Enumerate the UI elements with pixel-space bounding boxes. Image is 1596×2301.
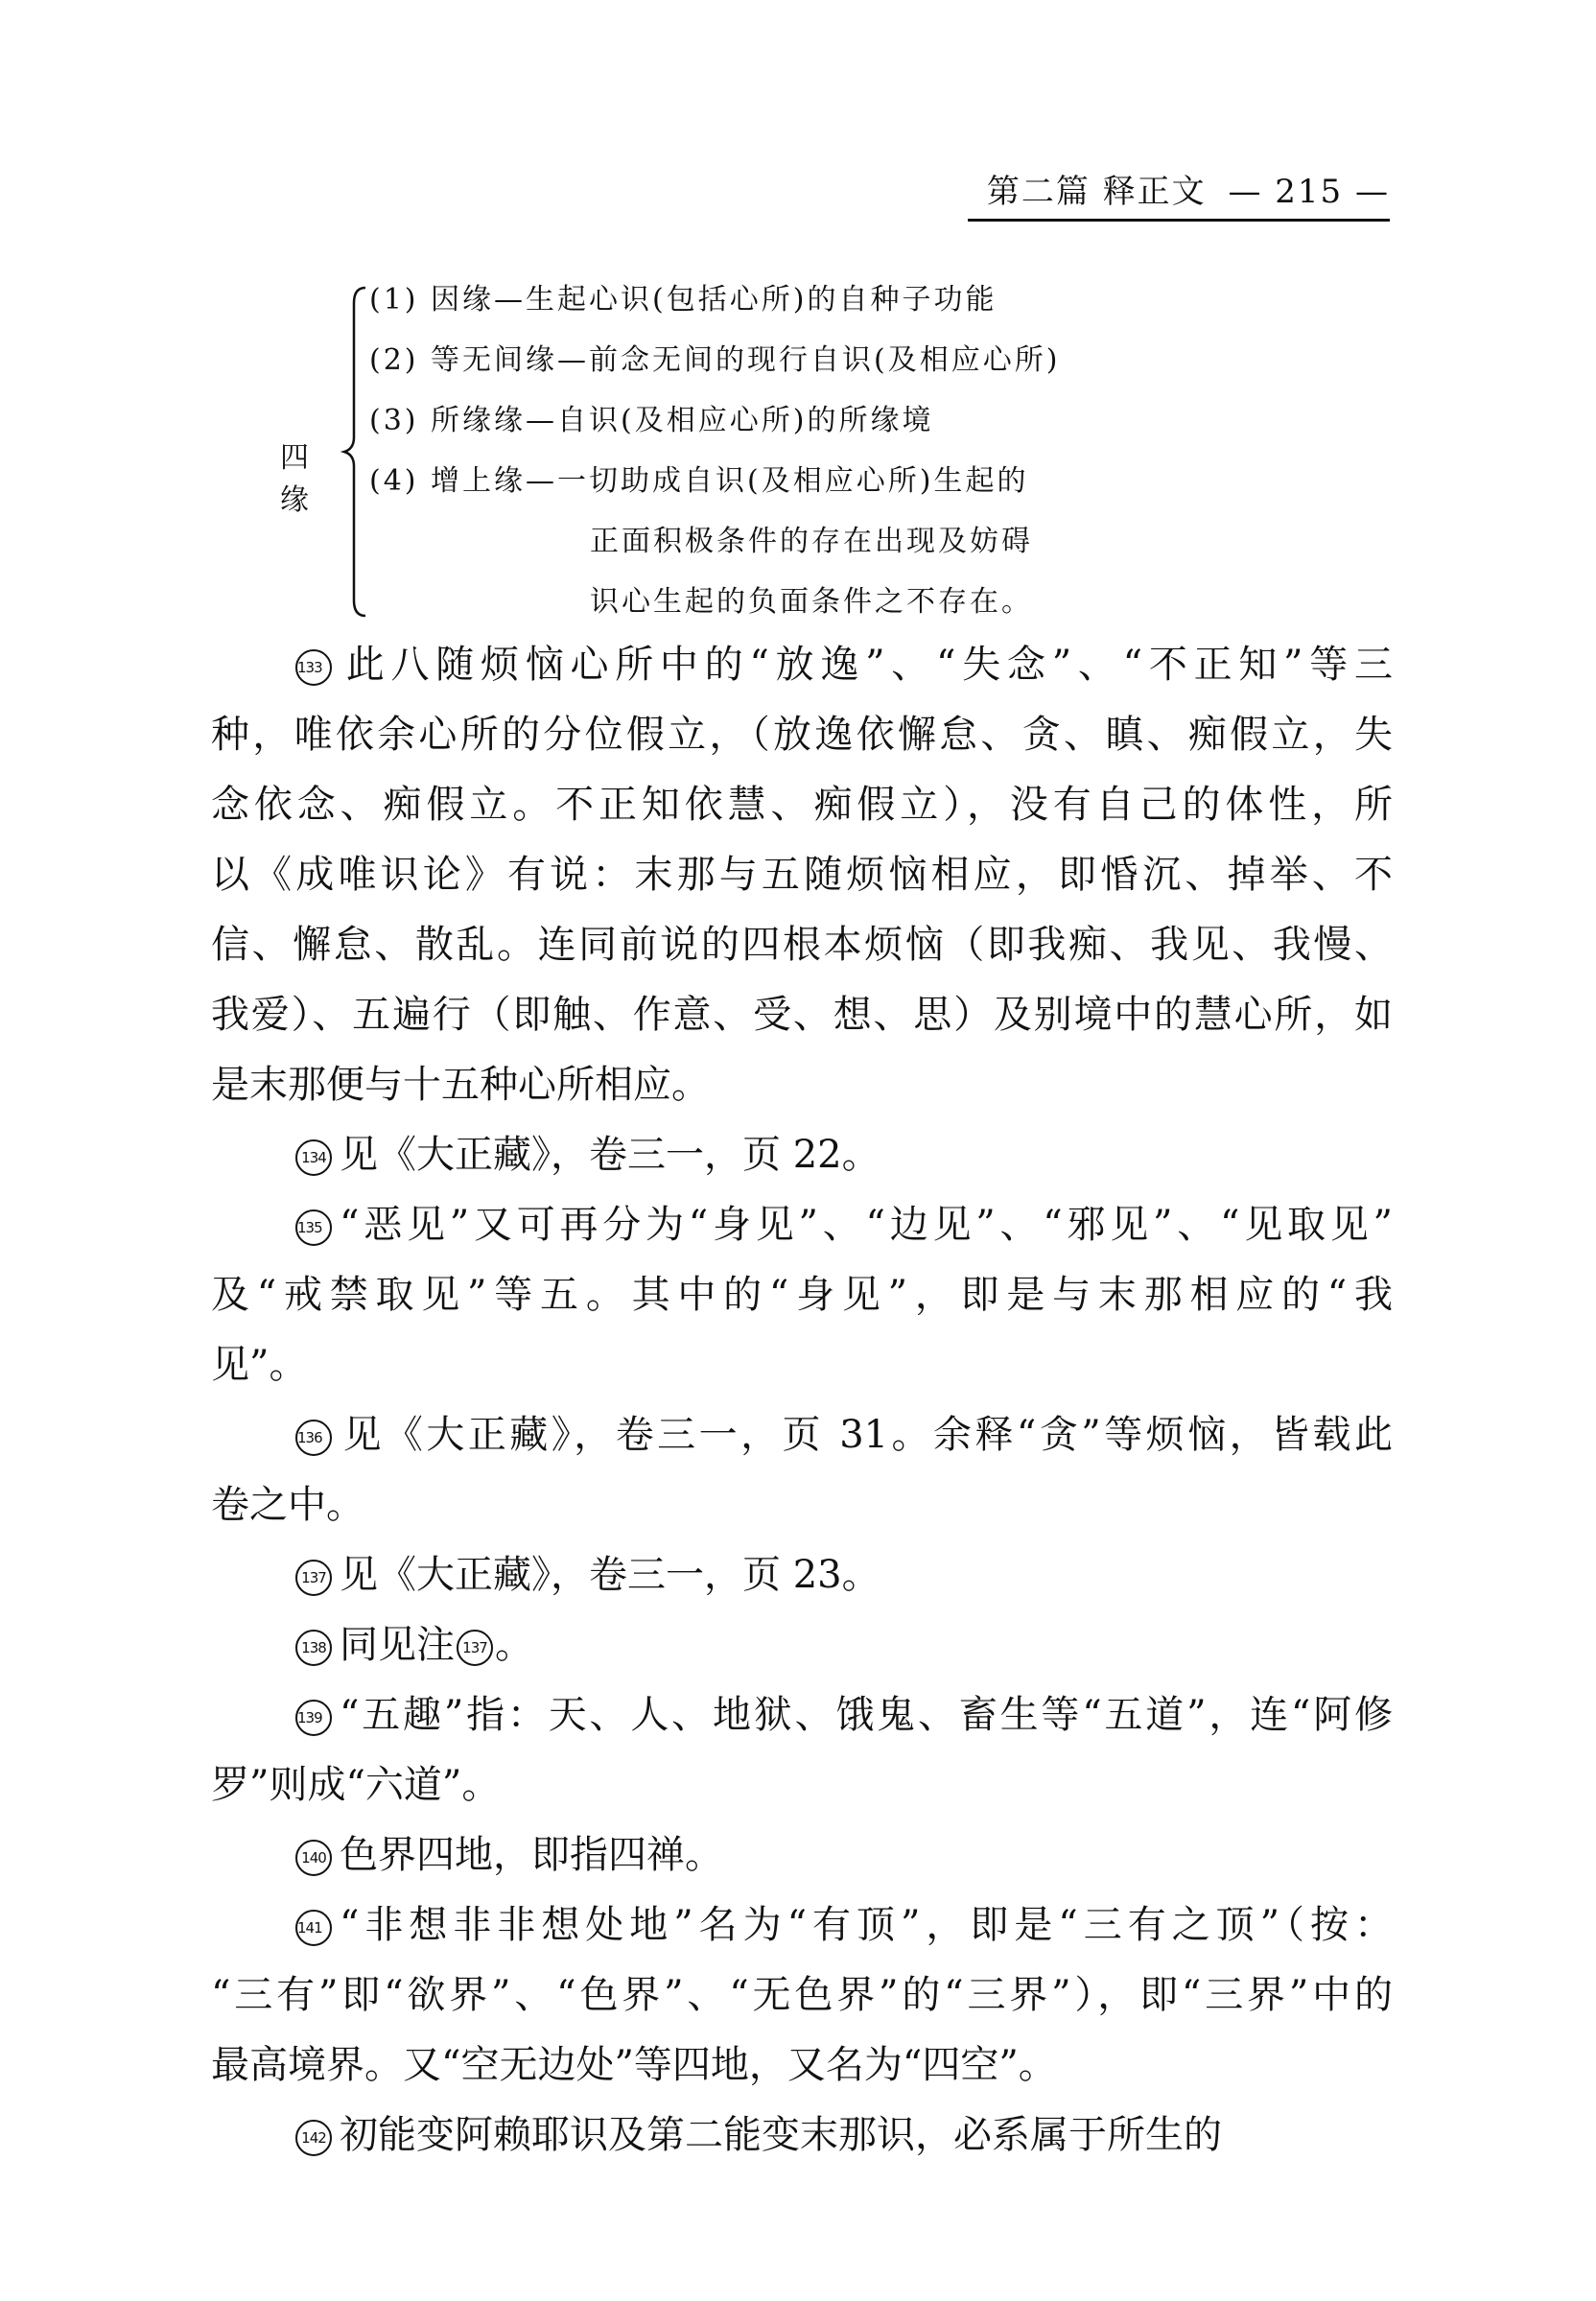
note-number: 137 [295, 1560, 332, 1596]
note-line [211, 840, 1393, 910]
note-text: 种，唯依余心所的分位假立，（放逸依懈怠、贪、瞋、痴假立，失 [211, 713, 1393, 757]
note-text: 色界四地，即指四禅。 [340, 1833, 723, 1877]
note-135 [211, 1190, 1393, 1400]
note-text: 此八随烦恼心所中的“放逸”、“失念”、“不正知”等三 [340, 643, 1393, 687]
note-line [211, 910, 1393, 980]
note-line [211, 1890, 1393, 1961]
note-number: 133 [295, 649, 332, 686]
note-134 [211, 1120, 1393, 1190]
section-title: 第二篇 释正文 [986, 173, 1207, 211]
note-text: 见《大正藏》，卷三一，页 31。余释“贪”等烦恼，皆载此 [340, 1413, 1393, 1457]
note-number: 138 [295, 1630, 332, 1666]
note-text: 念依念、痴假立。不正知依慧、痴假立），没有自己的体性，所 [211, 783, 1393, 827]
note-line [211, 1470, 1393, 1540]
note-text: 及“戒禁取见”等五。其中的“身见”，即是与末那相应的“我 [211, 1273, 1393, 1317]
note-133 [211, 630, 1393, 1120]
note-text: 最高境界。又“空无边处”等四地，又名为“四空”。 [211, 2043, 1057, 2087]
note-text: 同见注 [340, 1623, 455, 1667]
note-number: 139 [295, 1700, 332, 1736]
note-text: 以《成唯识论》有说：末那与五随烦恼相应，即惛沉、掉举、不 [211, 853, 1393, 897]
endnotes [211, 630, 1393, 2171]
note-text: “三有”即“欲界”、“色界”、“无色界”的“三界”），即“三界”中的 [211, 1973, 1393, 2017]
page-number: — 215 — [1228, 173, 1390, 211]
note-141 [211, 1890, 1393, 2101]
brace-icon [340, 284, 369, 620]
note-text: 。 [495, 1623, 533, 1667]
note-line [211, 2101, 1393, 2171]
note-text: 卷之中。 [211, 1483, 364, 1527]
note-text: 罗”则成“六道”。 [211, 1763, 501, 1807]
note-line [211, 700, 1393, 770]
note-number: 134 [295, 1139, 332, 1176]
diagram-line: 识心生起的负面条件之不存在。 [590, 585, 1033, 619]
note-line [211, 1050, 1393, 1120]
note-line [211, 770, 1393, 840]
note-reference: 137 [457, 1630, 493, 1666]
note-138 [211, 1610, 1393, 1680]
note-line [211, 1961, 1393, 2031]
note-number: 142 [295, 2120, 332, 2156]
running-header [968, 171, 1390, 222]
diagram-line: 正面积极条件的存在出现及妨碍 [590, 525, 1033, 558]
note-line [211, 980, 1393, 1050]
note-line [211, 1540, 1393, 1610]
diagram-line: (1) 因缘—生起心识(包括心所)的自种子功能 [369, 283, 998, 317]
note-number: 136 [295, 1420, 332, 1456]
note-137 [211, 1540, 1393, 1610]
note-line [211, 1750, 1393, 1820]
note-140 [211, 1820, 1393, 1890]
note-line [211, 1190, 1393, 1260]
note-text: 信、懈怠、散乱。连同前说的四根本烦恼（即我痴、我见、我慢、 [211, 923, 1393, 967]
note-line [211, 1260, 1393, 1330]
note-number: 140 [295, 1840, 332, 1876]
diagram-label: 四缘 [280, 441, 313, 517]
note-number: 141 [295, 1910, 332, 1946]
note-line [211, 1120, 1393, 1190]
note-136 [211, 1400, 1393, 1540]
note-text: 见《大正藏》，卷三一，页 22。 [340, 1133, 880, 1177]
note-line [211, 1610, 1393, 1680]
note-text: “五趣”指：天、人、地狱、饿鬼、畜生等“五道”，连“阿修 [340, 1693, 1393, 1737]
note-text: 我爱）、五遍行（即触、作意、受、想、思）及别境中的慧心所，如 [211, 993, 1393, 1037]
note-line [211, 2031, 1393, 2101]
note-text: “恶见”又可再分为“身见”、“边见”、“邪见”、“见取见” [340, 1203, 1393, 1247]
note-text: 是末那便与十五种心所相应。 [211, 1063, 710, 1107]
diagram-line: (4) 增上缘—一切助成自识(及相应心所)生起的 [369, 464, 1029, 498]
note-text: 见《大正藏》，卷三一，页 23。 [340, 1553, 880, 1597]
diagram-line: (2) 等无间缘—前念无间的现行自识(及相应心所) [369, 343, 1061, 377]
note-line [211, 1820, 1393, 1890]
note-text: “非想非非想处地”名为“有顶”，即是“三有之顶”（按： [340, 1903, 1393, 1947]
note-139 [211, 1680, 1393, 1820]
note-line [211, 630, 1393, 700]
note-text: 见”。 [211, 1343, 308, 1387]
diagram-line: (3) 所缘缘—自识(及相应心所)的所缘境 [369, 404, 934, 437]
note-line [211, 1400, 1393, 1470]
note-142 [211, 2101, 1393, 2171]
note-number: 135 [295, 1209, 332, 1246]
note-line [211, 1330, 1393, 1400]
note-text: 初能变阿赖耶识及第二能变末那识，必系属于所生的 [340, 2113, 1222, 2157]
note-line [211, 1680, 1393, 1750]
